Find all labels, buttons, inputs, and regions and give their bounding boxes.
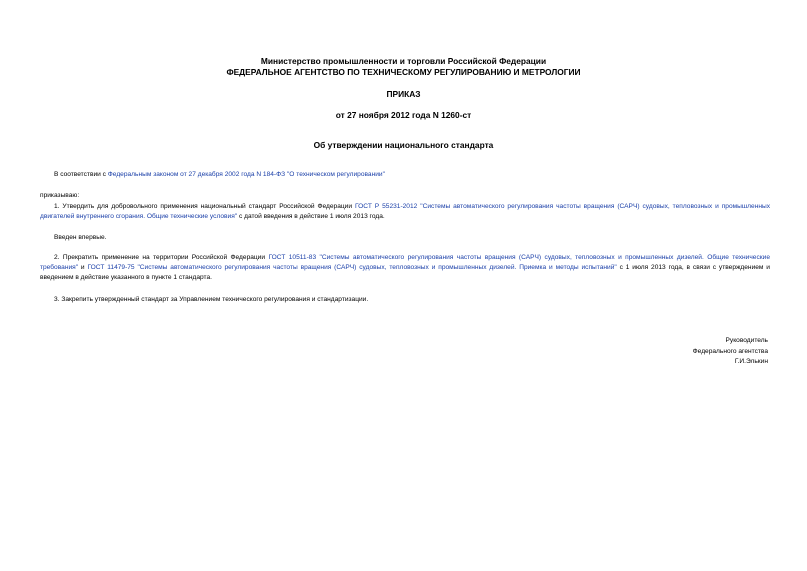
gost-r-55231-link[interactable]: ГОСТ Р 55231-2012 "Системы автоматического регулирования частоты вращения (САРЧ) судовых, тепловозных и промышленных двигателей внутреннего сгорания. Общие технические условия"	[40, 203, 771, 220]
doc-type-heading: ПРИКАЗ	[386, 89, 421, 99]
signature-title: Руководитель	[725, 337, 768, 344]
intro-paragraph	[54, 170, 385, 180]
gost-11479-link[interactable]: ГОСТ 11479-75 "Системы автоматического регулирования частоты вращения (САРЧ) судовых, тепловозных и промышленных дизелей. Приемка и методы испытаний"	[87, 264, 617, 271]
item3-paragraph: 3. Закрепить утвержденный стандарт за Управлением технического регулирования и стандартизации.	[54, 296, 369, 303]
subject-heading: Об утверждении национального стандарта	[313, 140, 494, 150]
gost-10511-link[interactable]: ГОСТ 10511-83 "Системы автоматического регулирования частоты вращения (САРЧ) судовых, тепловозных и промышленных дизелей. Общие технические требования"	[40, 254, 770, 271]
signature-name: Г.И.Элькин	[734, 358, 768, 365]
item2-paragraph	[40, 253, 770, 283]
item2-mid: и	[78, 264, 88, 271]
item2-prefix: 2. Прекратить применение на территории Российской Федерации	[54, 254, 269, 261]
federal-law-link[interactable]: Федеральным законом от 27 декабря 2002 года N 184-ФЗ "О техническом регулировании"	[107, 171, 385, 178]
item1-prefix: 1. Утвердить для добровольного применения национальный стандарт Российской Федерации	[54, 203, 355, 210]
item1-paragraph	[40, 202, 770, 222]
item1-suffix: с датой введения в действие 1 июля 2013 года.	[237, 213, 385, 220]
orders-text: приказываю:	[40, 192, 80, 199]
ministry-heading: Министерство промышленности и торговли Российской Федерации	[260, 56, 547, 66]
introduced-text: Введен впервые.	[54, 234, 107, 241]
agency-heading: ФЕДЕРАЛЬНОЕ АГЕНТСТВО ПО ТЕХНИЧЕСКОМУ РЕГУЛИРОВАНИЮ И МЕТРОЛОГИИ	[226, 67, 581, 77]
date-number-heading: от 27 ноября 2012 года N 1260-ст	[335, 110, 472, 120]
signature-agency: Федерального агентства	[692, 348, 768, 355]
intro-prefix: В соответствии с	[54, 171, 108, 178]
item2-suffix: с 1 июля 2013 года, в связи с утверждением и введением в действие указанного в пункте 1 стандарта.	[40, 264, 770, 281]
